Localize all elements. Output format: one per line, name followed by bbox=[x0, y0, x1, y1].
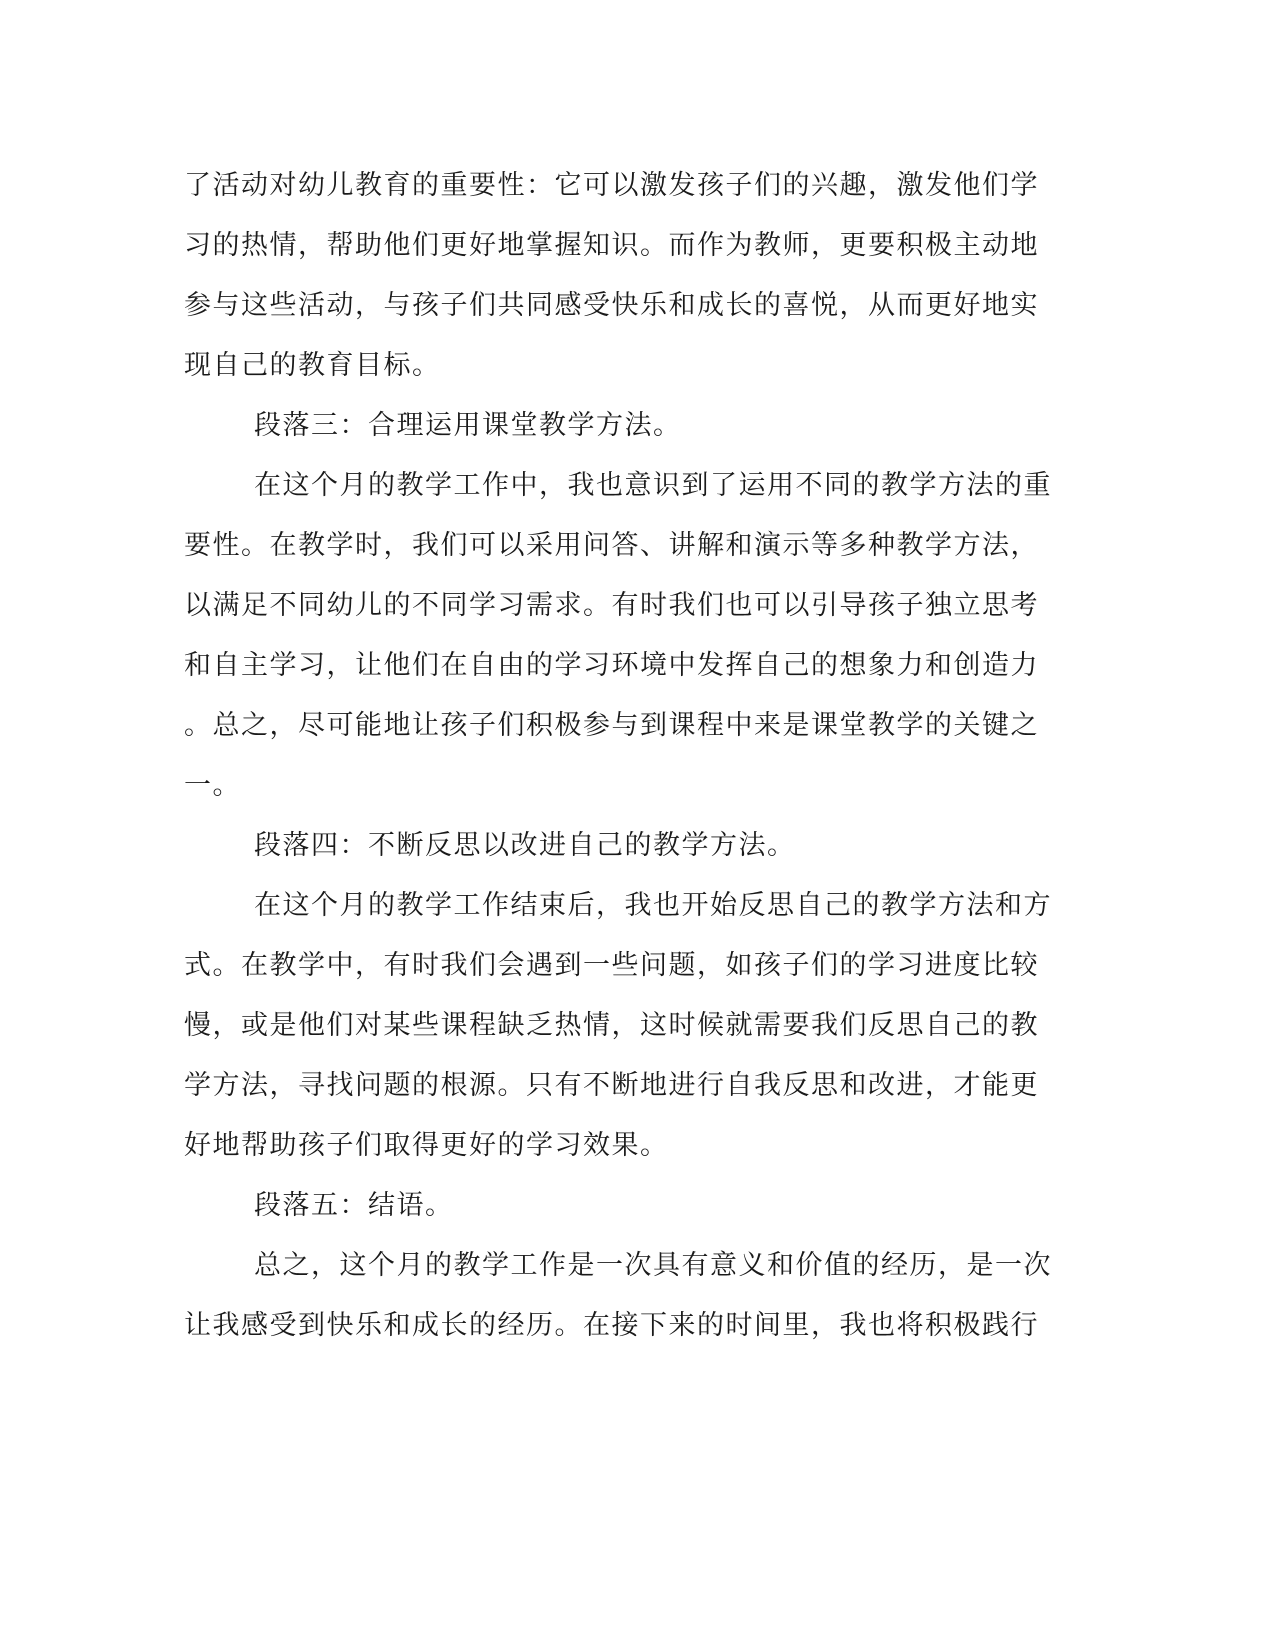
text-line: 总之，这个月的教学工作是一次具有意义和价值的经历，是一次 bbox=[254, 1250, 1052, 1281]
text-line: 。总之，尽可能地让孩子们积极参与到课程中来是课堂教学的关键之 bbox=[184, 710, 1039, 741]
text-line: 现自己的教育目标。 bbox=[184, 350, 441, 381]
text-line: 要性。在教学时，我们可以采用问答、讲解和演示等多种教学方法， bbox=[184, 530, 1039, 561]
text-line: 了活动对幼儿教育的重要性：它可以激发孩子们的兴趣，激发他们学 bbox=[184, 170, 1039, 201]
document-body bbox=[184, 156, 1052, 1356]
section-heading: 段落五：结语。 bbox=[254, 1190, 454, 1221]
text-line: 和自主学习，让他们在自由的学习环境中发挥自己的想象力和创造力 bbox=[184, 650, 1039, 681]
section-heading: 段落四：不断反思以改进自己的教学方法。 bbox=[254, 830, 796, 861]
text-line: 在这个月的教学工作中，我也意识到了运用不同的教学方法的重 bbox=[254, 470, 1052, 501]
text-line: 一。 bbox=[184, 770, 241, 801]
text-line: 学方法，寻找问题的根源。只有不断地进行自我反思和改进，才能更 bbox=[184, 1070, 1039, 1101]
text-line: 以满足不同幼儿的不同学习需求。有时我们也可以引导孩子独立思考 bbox=[184, 590, 1039, 621]
text-line: 好地帮助孩子们取得更好的学习效果。 bbox=[184, 1130, 669, 1161]
text-line: 参与这些活动，与孩子们共同感受快乐和成长的喜悦，从而更好地实 bbox=[184, 290, 1039, 321]
text-line: 式。在教学中，有时我们会遇到一些问题，如孩子们的学习进度比较 bbox=[184, 950, 1039, 981]
section-heading: 段落三：合理运用课堂教学方法。 bbox=[254, 410, 682, 441]
text-line: 在这个月的教学工作结束后，我也开始反思自己的教学方法和方 bbox=[254, 890, 1052, 921]
text-line: 习的热情，帮助他们更好地掌握知识。而作为教师，更要积极主动地 bbox=[184, 230, 1039, 261]
text-line: 慢，或是他们对某些课程缺乏热情，这时候就需要我们反思自己的教 bbox=[184, 1010, 1039, 1041]
text-line: 让我感受到快乐和成长的经历。在接下来的时间里，我也将积极践行 bbox=[184, 1310, 1039, 1341]
